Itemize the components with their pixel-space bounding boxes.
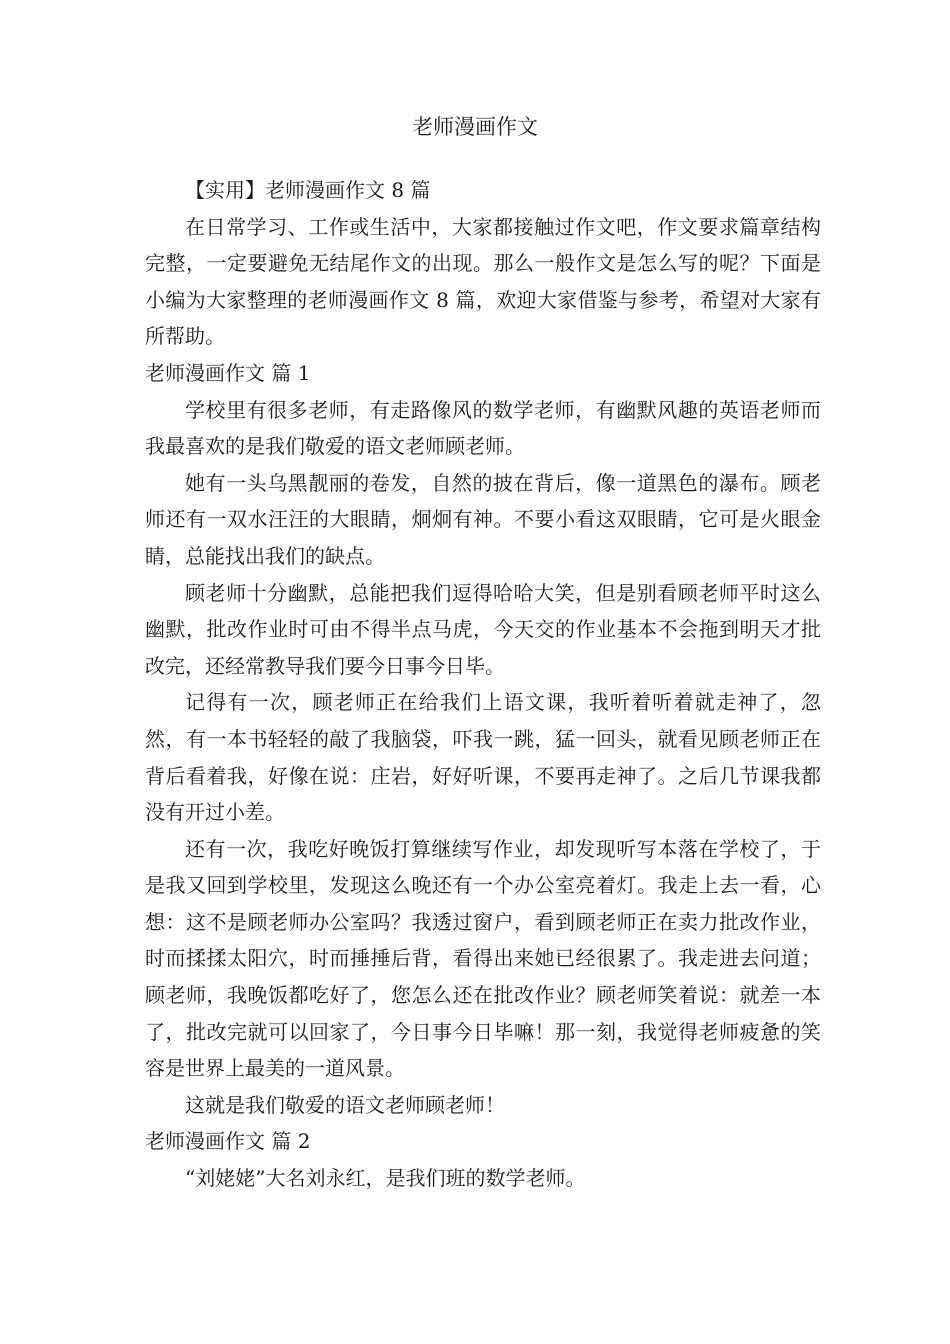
intro-paragraph: 在日常学习、工作或生活中，大家都接触过作文吧，作文要求篇章结构完整，一定要避免无结尾作文的出现。那么一般作文是怎么写的呢？下面是小编为大家整理的老师漫画作文 8 篇，欢迎大家借鉴与参考，希望对大家有所帮助。 <box>145 214 821 349</box>
section-heading-1: 老师漫画作文 篇 1 <box>145 360 311 385</box>
section-heading-2: 老师漫画作文 篇 2 <box>145 1129 311 1154</box>
section-1-paragraph-6: 这就是我们敬爱的语文老师顾老师！ <box>185 1092 505 1117</box>
section-1-paragraph-1: 学校里有很多老师，有走路像风的数学老师，有幽默风趣的英语老师而我最喜欢的是我们敬爱的语文老师顾老师。 <box>145 397 821 459</box>
section-1-paragraph-3: 顾老师十分幽默，总能把我们逗得哈哈大笑，但是别看顾老师平时这么幽默，批改作业时可由不得半点马虎，今天交的作业基本不会拖到明天才批改完，还经常教导我们要今日事今日毕。 <box>145 580 821 678</box>
section-1-paragraph-2: 她有一头乌黑靓丽的卷发，自然的披在背后，像一道黑色的瀑布。顾老师还有一双水汪汪的大眼睛，炯炯有神。不要小看这双眼睛，它可是火眼金睛，总能找出我们的缺点。 <box>145 470 821 568</box>
document-body <box>145 172 821 1197</box>
section-1-paragraph-4: 记得有一次，顾老师正在给我们上语文课，我听着听着就走神了，忽然，有一本书轻轻的敲了我脑袋，吓我一跳，猛一回头，就看见顾老师正在背后看着我，好像在说：庄岩，好好听课，不要再走神了。之后几节课我都没有开过小差。 <box>145 690 821 825</box>
document-title: 老师漫画作文 <box>412 115 538 139</box>
lead-line: 【实用】老师漫画作文 8 篇 <box>185 178 431 202</box>
section-2-paragraph-1: “刘姥姥”大名刘永红，是我们班的数学老师。 <box>185 1166 586 1191</box>
section-1-paragraph-5: 还有一次，我吃好晚饭打算继续写作业，却发现听写本落在学校了，于是我又回到学校里，发现这么晚还有一个办公室亮着灯。我走上去一看，心想：这不是顾老师办公室吗？我透过窗户，看到顾老师正在卖力批改作业，时而揉揉太阳穴，时而捶捶后背，看得出来她已经很累了。我走进去问道；顾老师，我晚饭都吃好了，您怎么还在批改作业？顾老师笑着说：就差一本了，批改完就可以回家了，今日事今日毕嘛！那一刻，我觉得老师疲惫的笑容是世界上最美的一道风景。 <box>145 836 821 1081</box>
